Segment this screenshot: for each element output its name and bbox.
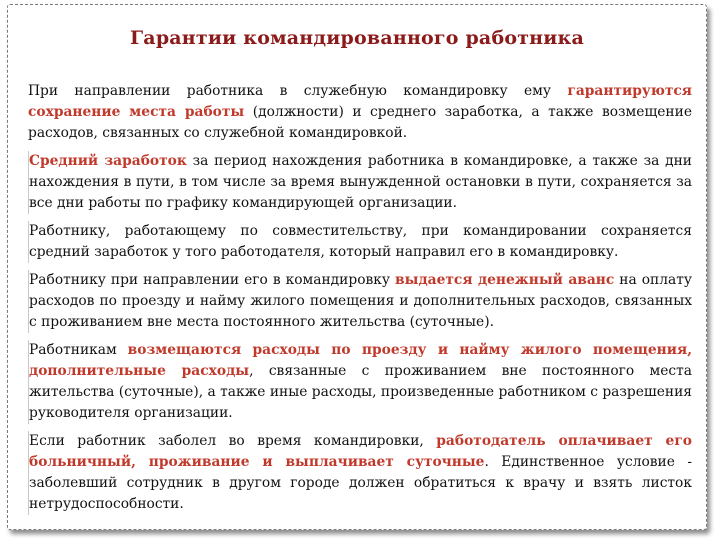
paragraph-text: . Единственное условие - заболевший сотрудник в другом городе должен обратиться к врачу и взять листок нетрудоспособности. xyxy=(29,454,692,512)
paragraph-text: за период нахождения работника в командировке, а также за дни нахождения в пути, в том числе за время вынужденной остановки в пути, сохраняется за все дни работы по графику командирующей организации. xyxy=(29,153,692,211)
paragraph-text: Работникам xyxy=(29,342,128,358)
paragraph-text: При направлении работника в служебную командировку ему xyxy=(28,83,568,99)
highlighted-text: работодатель оплачивает его больничный, проживание и выплачивает суточные xyxy=(29,433,692,470)
highlighted-text: гарантируются сохранение места работы xyxy=(28,83,692,120)
paragraph-6 xyxy=(28,431,692,515)
slide xyxy=(7,4,707,530)
paragraph-text: , связанные с проживанием вне постоянного места жительства (суточные), а также иные расходы, произведенные работником с разрешения руководителя организации. xyxy=(29,363,692,421)
paragraph-4 xyxy=(28,270,692,333)
content-body xyxy=(28,81,692,522)
paragraph-2 xyxy=(28,151,692,214)
page-title: Гарантии командированного работника xyxy=(129,27,584,49)
paragraph-text: (должности) и среднего заработка, а также возмещение расходов, связанных со служебной командировкой. xyxy=(28,104,692,141)
highlighted-text: возмещаются расходы по проезду и найму жилого помещения, дополнительные расходы xyxy=(29,342,692,379)
paragraph-text: на оплату расходов по проезду и найму жилого помещения и дополнительных расходов, связанных с проживанием вне места постоянного жительства (суточные). xyxy=(29,272,692,330)
paragraph-5 xyxy=(28,340,692,424)
paragraph-text: Работнику при направлении его в командировку xyxy=(29,272,396,288)
paragraph-1 xyxy=(28,81,692,144)
paragraph-text: Работнику, работающему по совместительству, при командировании сохраняется средний заработок у того работодателя, который направил его в командировку. xyxy=(29,223,692,260)
highlighted-text: выдается денежный аванс xyxy=(395,272,615,288)
highlighted-text: Средний заработок xyxy=(29,153,187,169)
paragraph-3 xyxy=(28,221,692,263)
paragraph-text: Если работник заболел во время командировки, xyxy=(29,433,437,449)
